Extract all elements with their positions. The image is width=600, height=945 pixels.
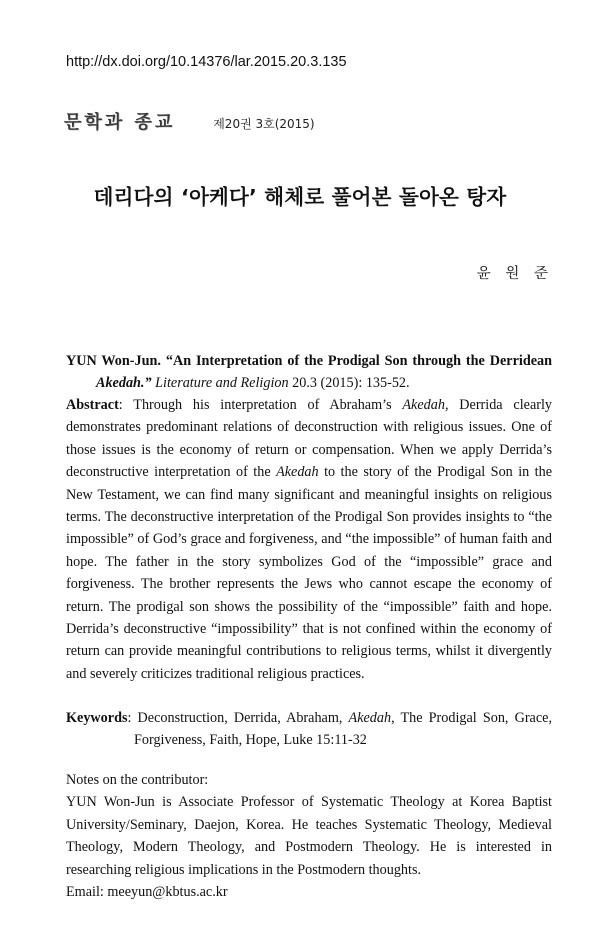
abstract-text-1: : Through his interpretation of Abraham’s [118, 397, 403, 413]
doi-link[interactable]: http://dx.doi.org/10.14376/lar.2015.20.3.135 [66, 54, 347, 70]
citation-title-end: Akedah.” [96, 375, 152, 392]
citation-details: 20.3 (2015): 135-52. [292, 375, 410, 392]
keywords-emphasis: Akedah [348, 710, 392, 726]
abstract [66, 394, 552, 685]
abstract-label: Abstract [66, 397, 119, 413]
contributor-bio: YUN Won-Jun is Associate Professor of Systematic Theology at Korea Baptist University/Seminary, Daejon, Korea. He teaches Systematic Theology, Medieval Theology, Modern Theology, and Postmodern Theology. He is interested in researching religious implications in the Postmodern thoughts. [66, 794, 552, 878]
keywords-line-1 [66, 707, 552, 729]
citation-line-2 [66, 372, 552, 394]
abstract-text-2: , Derrida clearly demonstrates predominant relations of deconstruction with religious issues. One of those issues is the economy of return or compensation. When we apply Derrida’s deconstructive interpretation of the [66, 397, 552, 481]
keywords-text-2: , The Prodigal Son, Grace, [391, 710, 552, 726]
contributor-email[interactable]: Email: meeyun@kbtus.ac.kr [66, 884, 228, 901]
keywords [66, 707, 552, 752]
citation [66, 350, 552, 395]
article-title: 데리다의 ‘아케다’ 해체로 풀어본 돌아온 탕자 [93, 185, 507, 209]
journal-logo: 문학과 종교 [64, 112, 176, 133]
contributor-heading: Notes on the contributor: [66, 772, 209, 788]
citation-author: YUN Won-Jun. [66, 353, 161, 369]
contributor-notes [66, 769, 552, 903]
abstract-emphasis-1: Akedah [402, 397, 445, 413]
keywords-text-1: : Deconstruction, Derrida, Abraham, [127, 710, 349, 726]
abstract-text-3: to the story of the Prodigal Son in the New Testament, we can find many significant and meaningful insights on religious terms. The deconstructive interpretation of the Prodigal Son provides insights to “the impossible” of God’s grace and forgiveness, and “the impossible” of human faith and hope. The father in the story symbolizes God of the “impossible” grace and forgiveness. The brother represents the Jews who cannot escape the economy of return. The prodigal son shows the possibility of the “impossible” faith and hope. Derrida’s deconstructive “impossibility” that is not confined within the economy of return can provide meaningful contributions to religious terms, whilst it divergently and severely criticizes traditional religious practices. [66, 464, 553, 682]
journal-header [64, 108, 315, 134]
citation-line-1 [66, 350, 552, 372]
abstract-emphasis-2: Akedah [276, 464, 319, 481]
keywords-label: Keywords [66, 710, 128, 726]
issue-info: 제20권 3호(2015) [213, 117, 315, 131]
keywords-line-2: Forgiveness, Faith, Hope, Luke 15:11-32 [134, 732, 367, 749]
citation-title-start: “An Interpretation of the Prodigal Son through the Derridean [165, 353, 553, 369]
citation-journal: Literature and Religion [155, 375, 289, 392]
author-name: 윤 원 준 [476, 266, 553, 282]
